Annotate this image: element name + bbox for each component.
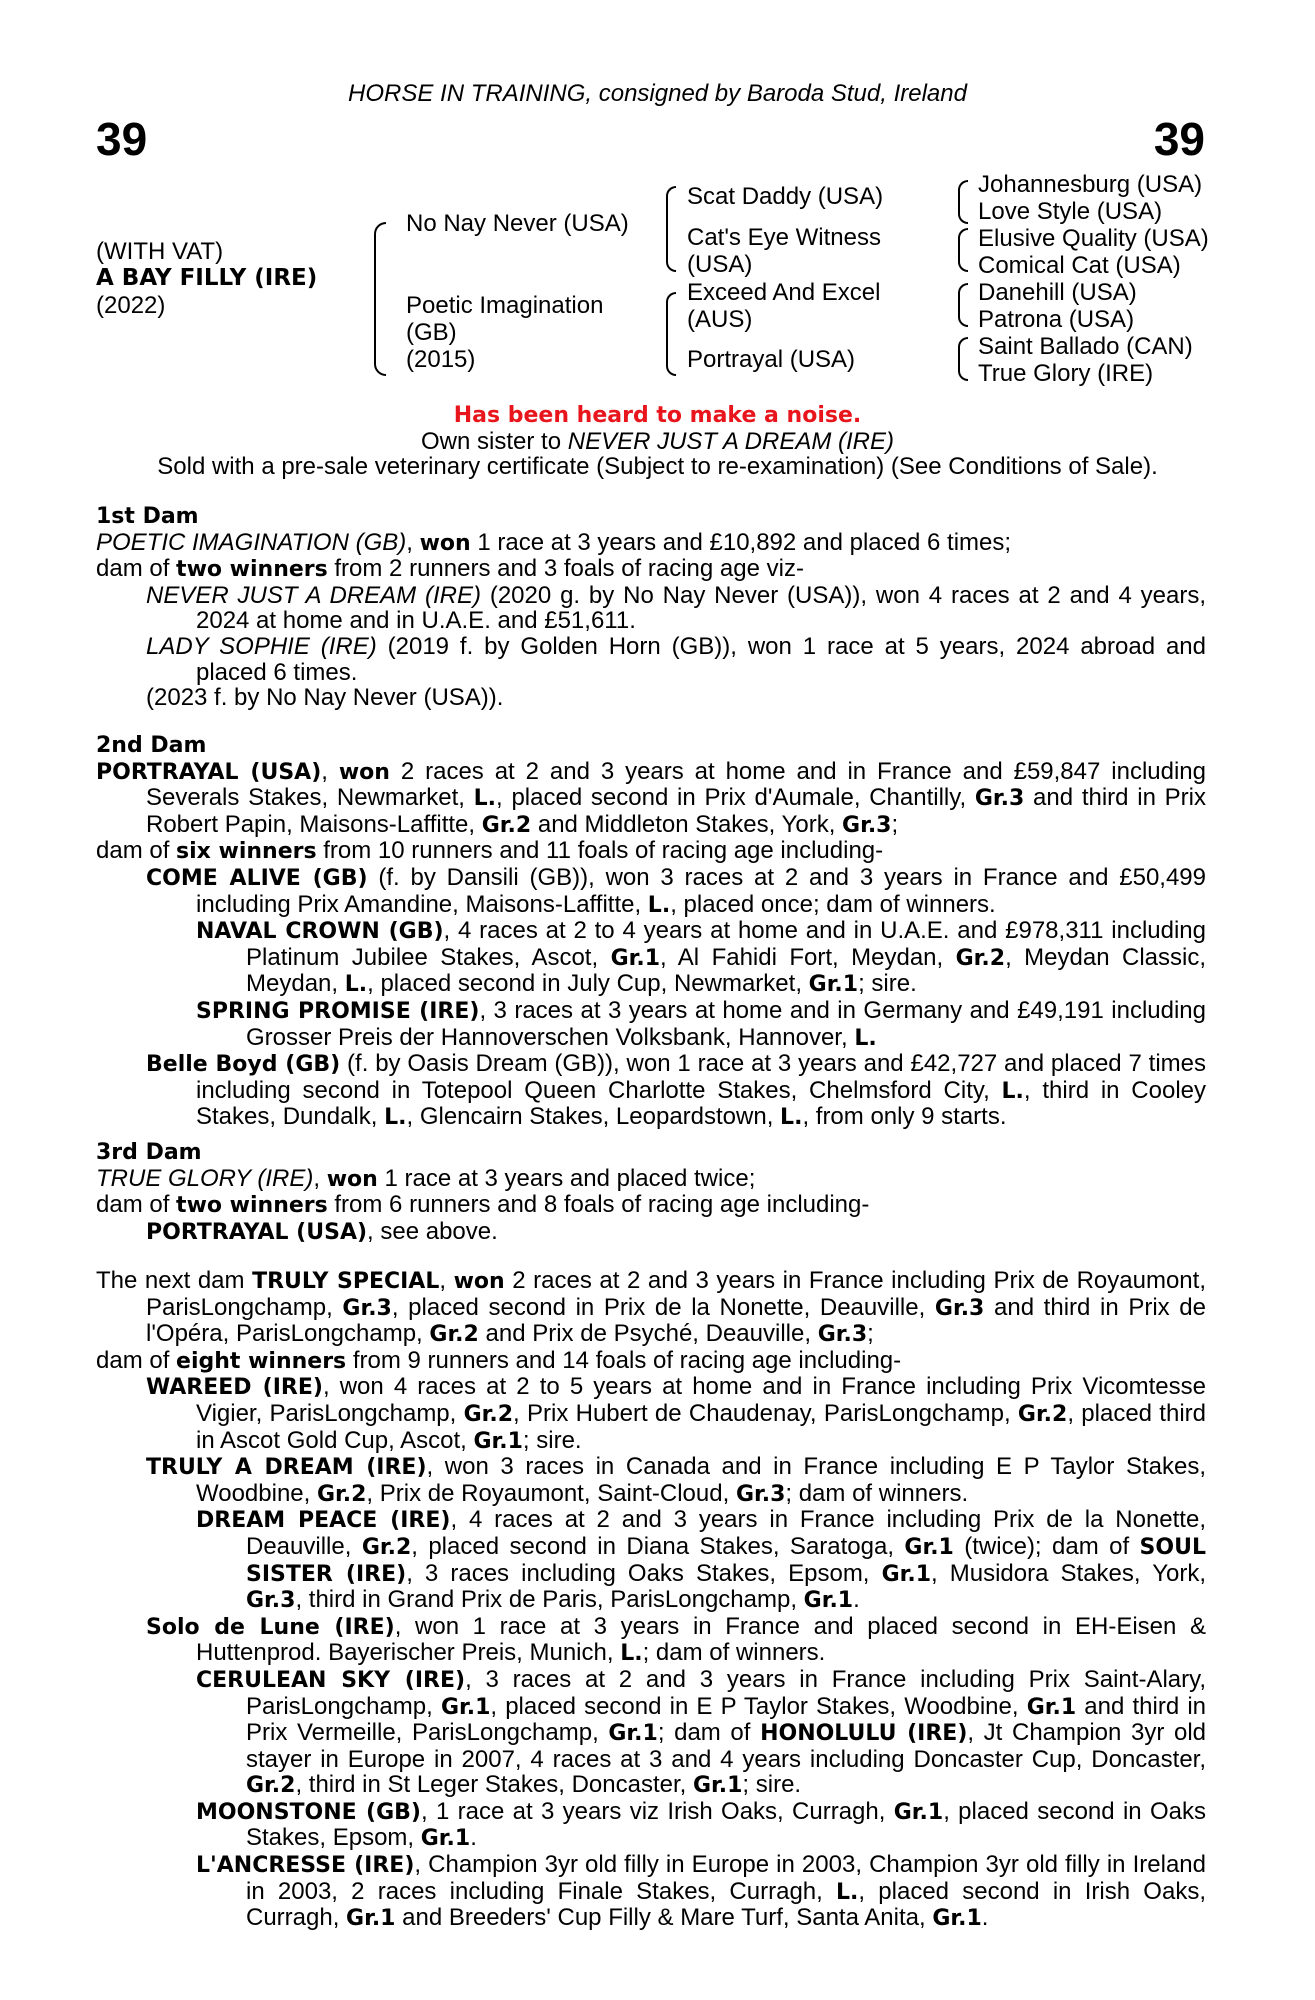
moon-gr1-b: Gr.1 [420, 1826, 471, 1852]
hon-t3: ; sire. [742, 1771, 802, 1799]
hon-t1: , Jt Champion 3yr old stayer in Europe in 2007, 4 races at 3 and 4 years including Doncaster Cup, Doncaster, [246, 1719, 1207, 1773]
anc-gr1-a: Gr.1 [346, 1906, 396, 1932]
soul-t2: , Musidora Stakes, York, [931, 1559, 1207, 1587]
naval-L: L. [344, 972, 368, 998]
truly-name: TRULY A DREAM (IRE) [146, 1455, 427, 1481]
dam1-p1-name: NEVER JUST A DREAM (IRE) [146, 581, 481, 609]
dam2-t3: and third in Prix Robert Papin, Maisons-Laffitte, [146, 784, 1206, 838]
next-dam-gr3-b: Gr.3 [934, 1295, 985, 1321]
pedigree-g3-7: Saint Ballado (CAN) [978, 333, 1193, 360]
lot-number-right: 39 [1153, 113, 1205, 165]
dam3-won: won [326, 1166, 378, 1192]
dam1-won: won [419, 530, 471, 556]
naval-t4: , placed second in July Cup, Newmarket, [367, 970, 809, 998]
next-dam-t5: ; [867, 1320, 874, 1348]
cer-gr1-b: Gr.1 [1026, 1694, 1077, 1720]
soul-t4: . [853, 1586, 860, 1614]
dam2-L: L. [473, 786, 497, 812]
pedigree-brace-g3-2 [958, 228, 968, 272]
soul-gr1-a: Gr.1 [881, 1561, 931, 1587]
solo-t2: ; dam of winners. [642, 1639, 826, 1667]
dam2-section [96, 733, 1206, 1131]
pedigree-dam-dam: Portrayal (USA) [687, 346, 856, 373]
dam2-t2: , placed second in Prix d'Aumale, Chantilly, [496, 784, 975, 812]
pedigree-g3-4: Comical Cat (USA) [978, 252, 1181, 279]
dam3-damof-suffix: from 6 runners and 8 foals of racing age including- [327, 1191, 870, 1219]
dam2-t5: ; [891, 810, 899, 838]
belle-L-b: L. [384, 1105, 407, 1131]
belle-t3: , Glencairn Stakes, Leopardstown, [406, 1103, 781, 1131]
cer-t1: , 3 races at 2 and 3 years in France including Prix Saint-Alary, ParisLongchamp, [246, 1665, 1206, 1720]
dam3-damof-bold: two winners [176, 1193, 328, 1219]
dam2-record: PORTRAYAL (USA), won 2 races at 2 and 3 years at home and in France and £59,847 including Severals Stakes, Newmarket, L., placed second in Prix d'Aumale, Chantilly, Gr.3 and third in Prix Robert Papin, Maisons-Laffitte, Gr.2 and Middleton Stakes, York, Gr.3; [96, 757, 1206, 838]
spring-name: SPRING PROMISE (IRE) [196, 998, 480, 1024]
dam3-section: 3rd Dam TRUE GLORY (IRE), won 1 race at 3 years and placed twice; dam of two winners from 6 runners and 8 foals of racing age including- PORTRAYAL (USA), see above. [96, 1140, 1206, 1245]
next-dam-section [96, 1268, 1206, 1932]
truly-gr3: Gr.3 [735, 1481, 786, 1507]
next-dam-record [96, 1268, 1206, 1348]
pedigree-brace-main [374, 222, 386, 376]
dam3-heading: 3rd Dam [96, 1140, 202, 1165]
dam2-come-alive [96, 865, 1206, 918]
honolulu-name: HONOLULU (IRE) [760, 1721, 968, 1747]
wareed-t3: , placed third in Ascot Gold Cup, Ascot, [196, 1399, 1206, 1454]
dam1-damof-suffix: from 2 runners and 3 foals of racing age viz- [327, 555, 804, 583]
moon-t2: , placed second in Oaks Stakes, Epsom, [246, 1797, 1206, 1852]
belle-t4: , from only 9 starts. [802, 1103, 1007, 1131]
truly-t1: , won 3 races in Canada and in France including E P Taylor Stakes, Woodbine, [196, 1453, 1206, 1507]
dam2-damof-bold: six winners [176, 839, 317, 865]
pedigree-sire: No Nay Never (USA) [406, 210, 629, 237]
next-dam-prefix: The next dam [96, 1267, 253, 1294]
own-sister-prefix: Own sister to [421, 428, 568, 455]
dam1-section: 1st Dam POETIC IMAGINATION (GB), won 1 race at 3 years and £10,892 and placed 6 times; dam of two winners from 2 runners and 3 foals of racing age viz- NEVER JUST A DREAM (IRE) (2020 g. by No Nay Never (USA)), won 4 races at 2 and 4 years, 2024 at home and in U.A.E. and £51,611. LADY SOPHIE (IRE) (2019 f. by Golden Horn (GB)), won 1 race at 5 years, 2024 abroad and placed 6 times. (2023 f. by No Nay Never (USA)). [96, 504, 1207, 712]
dam1-damof-prefix: dam of [96, 555, 177, 583]
pedigree-g3-1: Johannesburg (USA) [978, 171, 1203, 198]
spring-L: L. [854, 1025, 877, 1051]
dam2-belle-boyd [96, 1051, 1206, 1131]
next-dam-moonstone [96, 1799, 1206, 1852]
horse-name: A BAY FILLY (IRE) [96, 265, 318, 291]
next-dam-name: TRULY SPECIAL [252, 1269, 440, 1294]
naval-t3: , Meydan Classic, Meydan, [246, 943, 1206, 998]
naval-gr2: Gr.2 [955, 945, 1006, 971]
next-dam-t2: , placed second in Prix de la Nonette, Deauville, [391, 1293, 935, 1321]
pedigree-g3-5: Danehill (USA) [978, 279, 1137, 306]
belle-L-a: L. [1001, 1078, 1024, 1104]
dam3-name: TRUE GLORY (IRE) [96, 1164, 314, 1192]
moonstone-name: MOONSTONE (GB) [196, 1799, 421, 1825]
dam1-p2-text: (2019 f. by Golden Horn (GB)), won 1 race at 5 years, 2024 abroad and placed 6 times. [196, 632, 1206, 686]
cerulean-name: CERULEAN SKY (IRE) [196, 1667, 466, 1693]
next-dam-damof-suffix: from 9 runners and 14 foals of racing age including- [346, 1346, 902, 1374]
wareed-t4: ; sire. [522, 1426, 582, 1454]
lot-number-left: 39 [96, 113, 148, 165]
next-dam-truly [96, 1454, 1206, 1507]
next-dam-t4: and Prix de Psyché, Deauville, [478, 1320, 818, 1348]
vet-note: Sold with a pre-sale veterinary certificate (Subject to re-examination) (See Conditions of Sale). [157, 453, 1158, 480]
dam2-gr2: Gr.2 [481, 812, 532, 838]
spring-t1: , 3 races at 3 years at home and in Germany and £49,191 including Grosser Preis der Hannoverschen Volksbank, Hannover, [246, 996, 1207, 1051]
next-dam-cerulean [96, 1667, 1206, 1799]
next-dam-gr3-c: Gr.3 [817, 1322, 868, 1348]
soul-name: SOUL SISTER (IRE) [246, 1534, 1206, 1587]
dam1-record: 1 race at 3 years and £10,892 and placed 6 times; [470, 528, 1012, 556]
solo-t1: , won 1 race at 3 years in France and placed second in EH-Eisen & Huttenprod. Bayerischer Preis, Munich, [196, 1612, 1206, 1667]
dam2-gr3-b: Gr.3 [842, 812, 892, 838]
page-header: HORSE IN TRAINING, consigned by Baroda Stud, Ireland [348, 80, 967, 107]
dam2-naval-crown [96, 918, 1206, 998]
wareed-t2: , Prix Hubert de Chaudenay, ParisLongchamp, [513, 1399, 1018, 1427]
pedigree-dam-line3: (2015) [406, 346, 476, 373]
pedigree-g3-3: Elusive Quality (USA) [978, 225, 1209, 252]
come-alive-L: L. [647, 892, 671, 918]
pedigree-dam-line2: (GB) [406, 319, 457, 346]
pedigree-sire-dam-line2: (USA) [687, 251, 753, 278]
pedigree-sire-sire: Scat Daddy (USA) [687, 183, 884, 210]
dam1-progeny-1 [96, 583, 1206, 634]
peace-t2: , placed second in Diana Stakes, Saratoga, [411, 1532, 905, 1560]
next-dam-gr2: Gr.2 [429, 1322, 479, 1348]
truly-t3: ; dam of winners. [785, 1479, 969, 1507]
dam3-record: 1 race at 3 years and placed twice; [377, 1164, 756, 1192]
naval-crown-name: NAVAL CROWN (GB) [196, 919, 444, 945]
naval-gr1-a: Gr.1 [610, 945, 661, 971]
belle-L-c: L. [780, 1105, 803, 1131]
dam1-progeny-3: (2023 f. by No Nay Never (USA)). [146, 684, 504, 712]
soul-gr3: Gr.3 [246, 1588, 296, 1614]
anc-gr1-b: Gr.1 [932, 1906, 982, 1932]
dam1-heading: 1st Dam [96, 504, 199, 529]
dam1-damof-bold: two winners [176, 557, 328, 583]
next-dam-damof-prefix: dam of [96, 1346, 177, 1374]
dam1-progeny-2 [96, 634, 1206, 685]
hon-t2: , third in St Leger Stakes, Doncaster, [295, 1771, 693, 1799]
anc-t2: , placed second in Irish Oaks, Curragh, [246, 1877, 1206, 1932]
dam2-damof-prefix: dam of [96, 837, 177, 865]
cer-gr1-a: Gr.1 [440, 1694, 491, 1720]
next-dam-solo [96, 1614, 1206, 1667]
wareed-gr1: Gr.1 [473, 1428, 523, 1454]
dam1-name: POETIC IMAGINATION (GB) [96, 528, 407, 556]
naval-t1: , 4 races at 2 to 4 years at home and in U.A.E. and £978,311 including Platinum Jubilee Stakes, Ascot, [246, 917, 1206, 971]
naval-t2: , Al Fahidi Fort, Meydan, [660, 943, 956, 971]
next-dam-ancresse [96, 1852, 1206, 1932]
next-dam-gr3-a: Gr.3 [342, 1295, 392, 1321]
come-alive-name: COME ALIVE (GB) [146, 865, 368, 891]
dam3-p1-text: , see above. [367, 1217, 498, 1245]
pedigree-brace-dam [666, 292, 676, 376]
pedigree-brace-g3-4 [958, 337, 968, 381]
moon-t1: , 1 race at 3 years viz Irish Oaks, Curragh, [420, 1797, 894, 1825]
peace-gr2: Gr.2 [361, 1534, 412, 1560]
next-dam-damof-bold: eight winners [176, 1348, 347, 1374]
pedigree-g3-6: Patrona (USA) [978, 306, 1135, 333]
soul-t3: , third in Grand Prix de Paris, ParisLongchamp, [295, 1586, 804, 1614]
cer-t3: and third in Prix Vermeille, ParisLongchamp, [246, 1692, 1207, 1747]
wareed-gr2-a: Gr.2 [463, 1401, 514, 1427]
dam2-spring-promise [96, 998, 1206, 1051]
own-sister-name: NEVER JUST A DREAM (IRE) [567, 428, 894, 455]
anc-t1: , Champion 3yr old filly in Europe in 2003, Champion 3yr old filly in Ireland in 2003, 2 races including Finale Stakes, Curragh, [246, 1851, 1206, 1905]
solo-name: Solo de Lune (IRE) [146, 1614, 395, 1640]
soul-t1: , 3 races including Oaks Stakes, Epsom, [406, 1559, 882, 1587]
next-dam-sep: , [439, 1267, 454, 1294]
belle-t1: (f. by Oasis Dream (GB)), won 1 race at 3 years and £42,727 and placed 7 times including second in Totepool Queen Charlotte Stakes, Chelmsford City, [196, 1050, 1206, 1104]
dam3-p1-name: PORTRAYAL (USA) [146, 1219, 368, 1245]
dam2-t4: and Middleton Stakes, York, [531, 810, 843, 838]
own-sister-line [0, 428, 1315, 456]
pedigree-g3-8: True Glory (IRE) [978, 360, 1154, 387]
horse-vat: (WITH VAT) [96, 238, 224, 265]
ancresse-name: L'ANCRESSE (IRE) [196, 1853, 415, 1879]
moon-gr1-a: Gr.1 [893, 1799, 944, 1825]
anc-t4: . [981, 1904, 989, 1932]
anc-t3: and Breeders' Cup Filly & Mare Turf, Santa Anita, [395, 1904, 933, 1932]
soul-gr1-b: Gr.1 [803, 1588, 854, 1614]
dam1-p1-text: (2020 g. by No Nay Never (USA)), won 4 races at 2 and 4 years, 2024 at home and in U.A.E. and £51,611. [196, 581, 1207, 635]
cer-t2: , placed second in E P Taylor Stakes, Woodbine, [490, 1692, 1027, 1720]
belle-name: Belle Boyd (GB) [146, 1052, 341, 1078]
moon-t3: . [470, 1824, 477, 1852]
next-dam-won: won [453, 1269, 505, 1294]
pedigree-brace-g3-3 [958, 283, 968, 327]
wareed-name: WAREED (IRE) [146, 1375, 323, 1401]
cer-t4: ; dam of [657, 1719, 761, 1747]
come-alive-t2: , placed once; dam of winners. [670, 890, 996, 918]
wareed-t1: , won 4 races at 2 to 5 years at home and in France including Prix Vicomtesse Vigier, ParisLongchamp, [196, 1373, 1206, 1427]
dam2-heading: 2nd Dam [96, 733, 207, 758]
cer-gr1-c: Gr.1 [608, 1721, 658, 1747]
dam2-won: won [338, 759, 390, 785]
pedigree-brace-sire [666, 186, 676, 272]
pedigree-dam-sire-line1: Exceed And Excel [687, 279, 881, 306]
come-alive-t1: (f. by Dansili (GB)), won 3 races at 2 and 3 years in France and £50,499 including Prix Amandine, Maisons-Laffitte, [196, 863, 1207, 918]
solo-L: L. [620, 1641, 643, 1667]
hon-gr2: Gr.2 [246, 1773, 296, 1799]
next-dam-wareed [96, 1374, 1206, 1454]
next-dam-dream-peace [96, 1507, 1206, 1613]
wareed-gr2-b: Gr.2 [1017, 1401, 1068, 1427]
peace-name: DREAM PEACE (IRE) [196, 1508, 451, 1534]
peace-gr1: Gr.1 [904, 1534, 954, 1560]
pedigree-dam-line1: Poetic Imagination [406, 292, 604, 319]
truly-t2: , Prix de Royaumont, Saint-Cloud, [366, 1479, 736, 1507]
dam3-damof-prefix: dam of [96, 1191, 177, 1219]
next-dam-t1: 2 races at 2 and 3 years in France including Prix de Royaumont, ParisLongchamp, [146, 1267, 1206, 1321]
hon-gr1: Gr.1 [692, 1773, 743, 1799]
dam2-damof-suffix: from 10 runners and 11 foals of racing age including- [316, 837, 884, 865]
dam3-progeny-1 [96, 1219, 1206, 1246]
dam2-gr3-a: Gr.3 [974, 786, 1025, 812]
peace-t1: , 4 races at 2 and 3 years in France including Prix de la Nonette, Deauville, [246, 1506, 1206, 1560]
next-dam-t3: and third in Prix de l'Opéra, ParisLongchamp, [146, 1293, 1207, 1348]
peace-t3: (twice); dam of [953, 1532, 1140, 1560]
pedigree-sire-dam-line1: Cat's Eye Witness [687, 224, 881, 251]
horse-year: (2022) [96, 292, 166, 319]
noise-notice: Has been heard to make a noise. [453, 403, 862, 428]
dam2-t1: 2 races at 2 and 3 years at home and in France and £59,847 including Severals Stakes, Newmarket, [146, 757, 1206, 812]
naval-t5: ; sire. [858, 970, 917, 998]
belle-t2: , third in Cooley Stakes, Dundalk, [196, 1076, 1207, 1131]
naval-gr1-b: Gr.1 [808, 972, 859, 998]
dam2-name: PORTRAYAL (USA) [96, 759, 322, 785]
pedigree-dam-sire-line2: (AUS) [687, 306, 753, 333]
pedigree-brace-g3-1 [958, 180, 968, 224]
dam1-p2-name: LADY SOPHIE (IRE) [146, 632, 377, 660]
pedigree-g3-2: Love Style (USA) [978, 198, 1163, 225]
truly-gr2: Gr.2 [316, 1481, 367, 1507]
anc-L: L. [836, 1879, 859, 1905]
